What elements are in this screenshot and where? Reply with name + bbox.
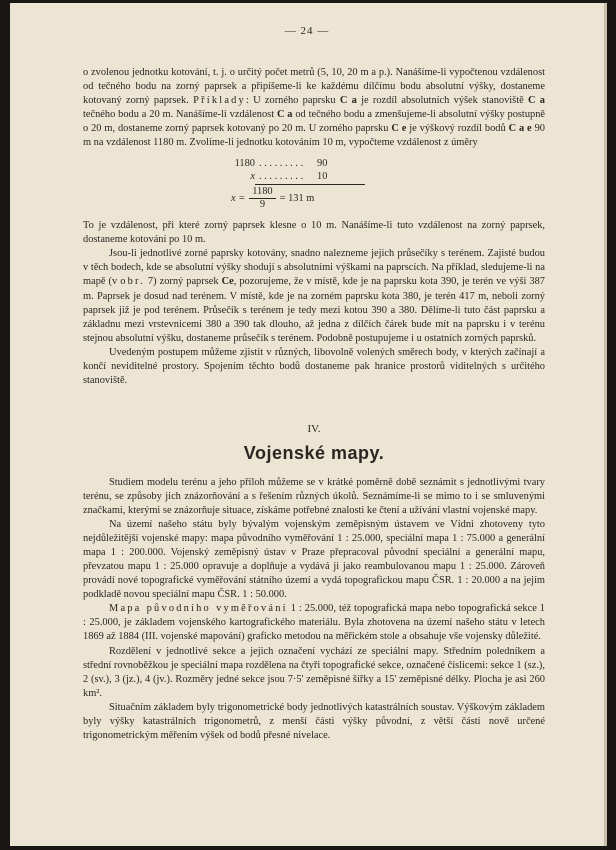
calc-row-1: 1180 . . . . . . . . . 90: [234, 158, 328, 170]
section-number: IV.: [307, 422, 321, 435]
paragraph-2: To je vzdálenost, při které zorný paprsek klesne o 10 m. Nanášíme-li tuto vzdálenost na zorný paprsek, dostaneme kotování po 10 m.: [83, 220, 545, 246]
term-highlight: Mapa původního vyměřování: [109, 603, 288, 615]
section-paragraph-1: Studiem modelu terénu a jeho příloh můžeme se v krátké poměrně době seznámit s jednotlivými tvary terénu, se způsoby jich znázorňování a s řešením různých úkolů. Seznámíme-li se mimo to i se smluvenými značkami, kterými se znázorňuje situace, získáme potřebné znalosti ke čtení a užívání vlastní vojenské mapy.: [83, 476, 545, 517]
page-body: [83, 66, 545, 743]
section-paragraph-2: Na území našeho státu byly bývalým vojenským zeměpisným ústavem ve Vídni zhotoveny tyto nejdůležitější vojenské mapy: mapa původního vyměřování 1 : 25.000, speciální mapa 1 : 75.000 a generální mapa 1 : 200.000. Vojenský zeměpisný ústav v Praze přepracoval původní speciální a generální mapu, převzatou mapu 1 : 25.000 opravuje a doplňuje a vydává ji jako reambulovanou mapu 1 : 25.000. Zároveň provádí nové topografické vyměřování státního území a vydá topografickou mapu ČSR. 1 : 20.000 a na jejím podkladě novou speciální mapu ČSR. 1 : 50.000.: [83, 519, 545, 601]
document-page: [10, 3, 607, 846]
paragraph-4: Uvedeným postupem můžeme zjistit v různých, libovolně volených směrech body, v kterých začínají a končí neviditelné prostory. Spojením těchto bodů dostaneme pak hranice prostorů viditelných s určitého stanoviště.: [83, 346, 545, 386]
section-title: Vojenské mapy.: [243, 442, 385, 463]
paragraph-1: o zvolenou jednotku kotování, t. j. o určitý počet metrů (5, 10, 20 m a p.). Nanášíme-li vypočtenou vzdálenost od tečného bodu na zorný paprsek a připíšeme-li ke každému dílčímu bodu absolutní výšky, dostaneme kotovaný zorný paprsek. Příklady: U zorného paprsku C a je rozdíl absolutních výšek stanoviště C a tečného bodu a 20 m. Nanášíme-li vzdálenost C a od tečného bodu a zmenšujeme-li absolutní výšky postupně o 20 m, dostaneme zorný paprsek kotovaný po 20 m. U zorného paprsku C e je výškový rozdíl bodů C a e 90 m na vzdálenost 1180 m. Zvolíme-li jednotku kotováním 10 m, vypočteme vzdálenost z úměry: [83, 67, 546, 149]
section-paragraph-5: Situačním základem byly trigonometrické body jednotlivých katastrálních soustav. Výškovým základem byly výšky katastrálních trigonometrů, z menší části výšky původní, z větší části nově určené trigonometrickým měřením výšek od bodů přesné nivelace.: [83, 701, 545, 741]
calc-result-row: x = $\frac{1180}{9}$ = 131 m: [231, 186, 315, 211]
fraction: $\frac{1180}{9}$: [249, 186, 275, 211]
section-paragraph-4: Rozdělení v jednotlivé sekce a jejich označení vychází ze speciální mapy. Středním poledníkem a střední rovnoběžkou je speciální mapa rozdělena na čtyři topografické sekce, označené číslicemi: sekce 1 (sz.), 2 (sv.), 3 (jz.), 4 (jv.). Rozměry jedné sekce jsou 7·5' zeměpisné šířky a 15' zeměpisné délky. Plocha je asi 260 km².: [83, 645, 545, 699]
page-number: — 24 —: [284, 25, 330, 37]
section-body: [83, 476, 545, 743]
paragraph-3: Jsou-li jednotlivé zorné paprsky kotovány, snadno nalezneme jejich průsečíky s terénem. Zajisté budou v těch bodech, kde se absolutní výšky shodují s absolutními výškami na paprscích. Na příklad, sledujeme-li na mapě (v obr. 7) zorný paprsek Ce, pozorujeme, že v místě, kde je na paprsku kota 390, je terén ve výši 387 m. Paprsek je dosud nad terénem. V místě, kde je na zorném paprsku kota 380, je terén 417 m, neboli zorný paprsek již je pod terénem. Průsečík s terénem je tedy mezi kotou 390 a 380. Dělíme-li tuto část paprsku a základnu mezi vrstevnicemi 380 a 390 tak dlouho, až jedna z dílčích čárek bude mít na paprsku i v terénu stejnou absolutní výšku, dostaneme průsečík s terénem. Podobně postupujeme i u ostatních zorných paprsků.: [83, 248, 545, 344]
proportion-calculation: [231, 157, 545, 211]
calc-row-2: x . . . . . . . . . 10: [250, 171, 328, 183]
section-paragraph-3: Mapa původního vyměřování 1 : 25.000, též topografická mapa nebo topografická sekce 1 : 25.000, je základem vojenského kartografického materiálu. Byla zhotovena na území našeho státu v letech 1869 až 1884 (III. vojenské mapování) graficko metodou na měřickém stole a obsahuje vše vojensky důležité.: [83, 603, 546, 643]
calc-divider: [255, 184, 365, 185]
example-label: Příklady: [193, 95, 246, 107]
